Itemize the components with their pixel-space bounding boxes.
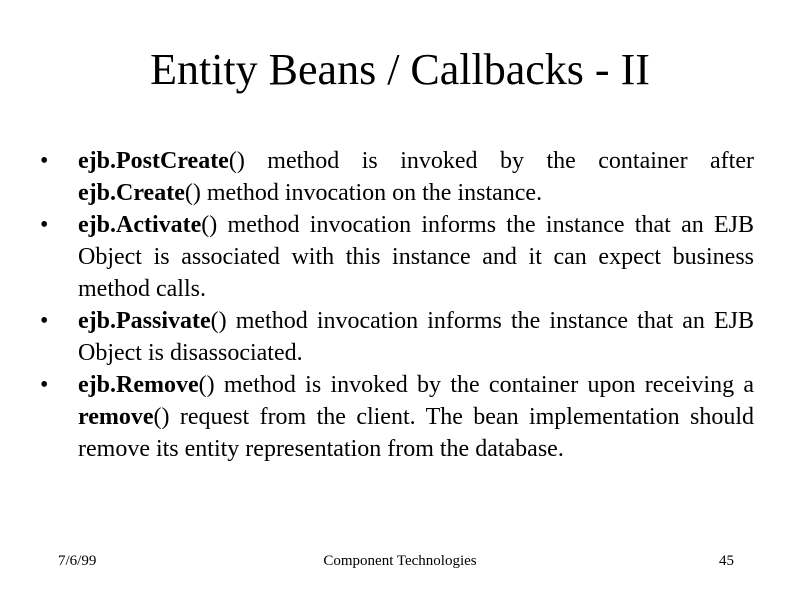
bullet-icon: •: [40, 372, 49, 398]
bullet-icon: •: [40, 212, 49, 238]
bullet-item: [36, 145, 754, 209]
bullet-icon: •: [40, 308, 49, 334]
bullet-icon: •: [40, 148, 49, 174]
method-name: remove: [78, 404, 154, 430]
footer-date: 7/6/99: [58, 553, 97, 569]
footer-title: Component Technologies: [323, 553, 477, 569]
bullet-item: [36, 369, 754, 465]
bullet-text: () method invocation informs the instance that an EJB Object is disassociated.: [78, 308, 754, 366]
method-name: ejb.Activate: [78, 212, 202, 238]
slide-title: Entity Beans / Callbacks - II: [150, 45, 650, 94]
bullet-item: [36, 305, 754, 369]
bullet-text: () method is invoked by the container upon receiving a: [198, 372, 754, 398]
bullet-list: [36, 145, 754, 465]
method-name: ejb.Create: [78, 180, 185, 206]
method-name: ejb.Remove: [78, 372, 199, 398]
page-number: 45: [719, 553, 734, 569]
bullet-item: [36, 209, 754, 305]
bullet-text: () method invocation on the instance.: [184, 180, 543, 206]
method-name: ejb.PostCreate: [78, 148, 229, 174]
bullet-text: () method invocation informs the instance that an EJB Object is associated with this instance and it can expect business method calls.: [78, 212, 754, 302]
method-name: ejb.Passivate: [78, 308, 211, 334]
bullet-text: () method is invoked by the container after: [228, 148, 754, 174]
bullet-text: () request from the client. The bean implementation should remove its entity representation from the database.: [78, 404, 754, 462]
